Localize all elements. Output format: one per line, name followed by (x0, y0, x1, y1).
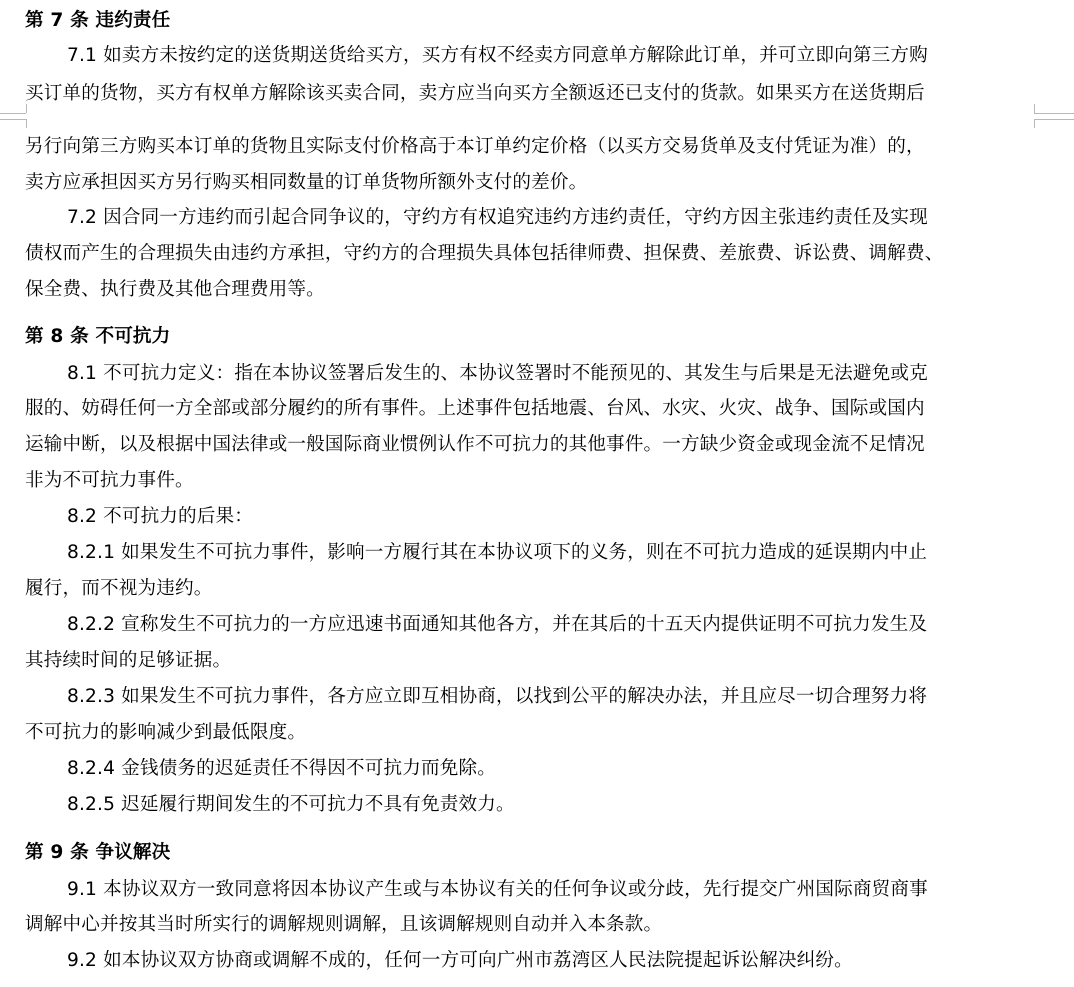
page-corner-mark (1034, 113, 1074, 114)
page-corner-mark (26, 104, 27, 113)
section-heading-8: 第 8 条 不可抗力 (25, 326, 171, 347)
paragraph-line: 8.2.2 宣称发生不可抗力的一方应迅速书面通知其他各方，并在其后的十五天内提供证明不可抗力发生及 (67, 614, 928, 635)
paragraph-line: 7.1 如卖方未按约定的送货期送货给买方，买方有权不经卖方同意单方解除此订单，并可立即向第三方购 (67, 45, 928, 66)
paragraph-line: 保全费、执行费及其他合理费用等。 (25, 279, 325, 300)
paragraph-line: 8.2.4 金钱债务的迟延责任不得因不可抗力而免除。 (67, 758, 496, 779)
page-corner-mark (0, 119, 26, 120)
paragraph-line: 9.2 如本协议双方协商或调解不成的，任何一方可向广州市荔湾区人民法院提起诉讼解决纠纷。 (67, 950, 853, 971)
section-heading-7: 第 7 条 违约责任 (25, 10, 171, 31)
page-corner-mark (0, 113, 26, 114)
paragraph-line: 8.2.3 如果发生不可抗力事件，各方应立即互相协商，以找到公平的解决办法，并且应尽一切合理努力将 (67, 686, 928, 707)
paragraph-line: 不可抗力的影响减少到最低限度。 (25, 722, 307, 743)
paragraph-line: 履行，而不视为违约。 (25, 578, 213, 599)
paragraph-line: 非为不可抗力事件。 (25, 470, 194, 491)
page-corner-mark (1034, 119, 1074, 120)
page-corner-mark (26, 119, 27, 128)
paragraph-line: 买订单的货物，买方有权单方解除该买卖合同，卖方应当向买方全额返还已支付的货款。如果买方在送货期后 (25, 83, 925, 104)
paragraph-line: 8.2.5 迟延履行期间发生的不可抗力不具有免责效力。 (67, 794, 515, 815)
paragraph-line: 8.2 不可抗力的后果： (67, 506, 254, 527)
paragraph-line: 服的、妨碍任何一方全部或部分履约的所有事件。上述事件包括地震、台风、水灾、火灾、战争、国际或国内 (25, 398, 925, 419)
paragraph-line: 8.2.1 如果发生不可抗力事件，影响一方履行其在本协议项下的义务，则在不可抗力造成的延误期内中止 (67, 542, 928, 563)
paragraph-line: 其持续时间的足够证据。 (25, 650, 232, 671)
page-corner-mark (1034, 104, 1035, 113)
page-corner-mark (1034, 119, 1035, 128)
paragraph-line: 运输中断，以及根据中国法律或一般国际商业惯例认作不可抗力的其他事件。一方缺少资金或现金流不足情况 (25, 434, 925, 455)
paragraph-line: 调解中心并按其当时所实行的调解规则调解，且该调解规则自动并入本条款。 (25, 914, 663, 935)
paragraph-line: 7.2 因合同一方违约而引起合同争议的，守约方有权追究违约方违约责任，守约方因主张违约责任及实现 (67, 207, 928, 228)
paragraph-line: 卖方应承担因买方另行购买相同数量的订单货物所额外支付的差价。 (25, 172, 588, 193)
paragraph-line: 另行向第三方购买本订单的货物且实际支付价格高于本订单约定价格（以买方交易货单及支付凭证为准）的， (25, 136, 925, 157)
section-heading-9: 第 9 条 争议解决 (25, 842, 171, 863)
page-break (0, 108, 1074, 125)
paragraph-line: 9.1 本协议双方一致同意将因本协议产生或与本协议有关的任何争议或分歧，先行提交广州国际商贸商事 (67, 879, 928, 900)
paragraph-line: 债权而产生的合理损失由违约方承担，守约方的合理损失具体包括律师费、担保费、差旅费、诉讼费、调解费、 (25, 243, 944, 264)
paragraph-line: 8.1 不可抗力定义：指在本协议签署后发生的、本协议签署时不能预见的、其发生与后果是无法避免或克 (67, 363, 928, 384)
